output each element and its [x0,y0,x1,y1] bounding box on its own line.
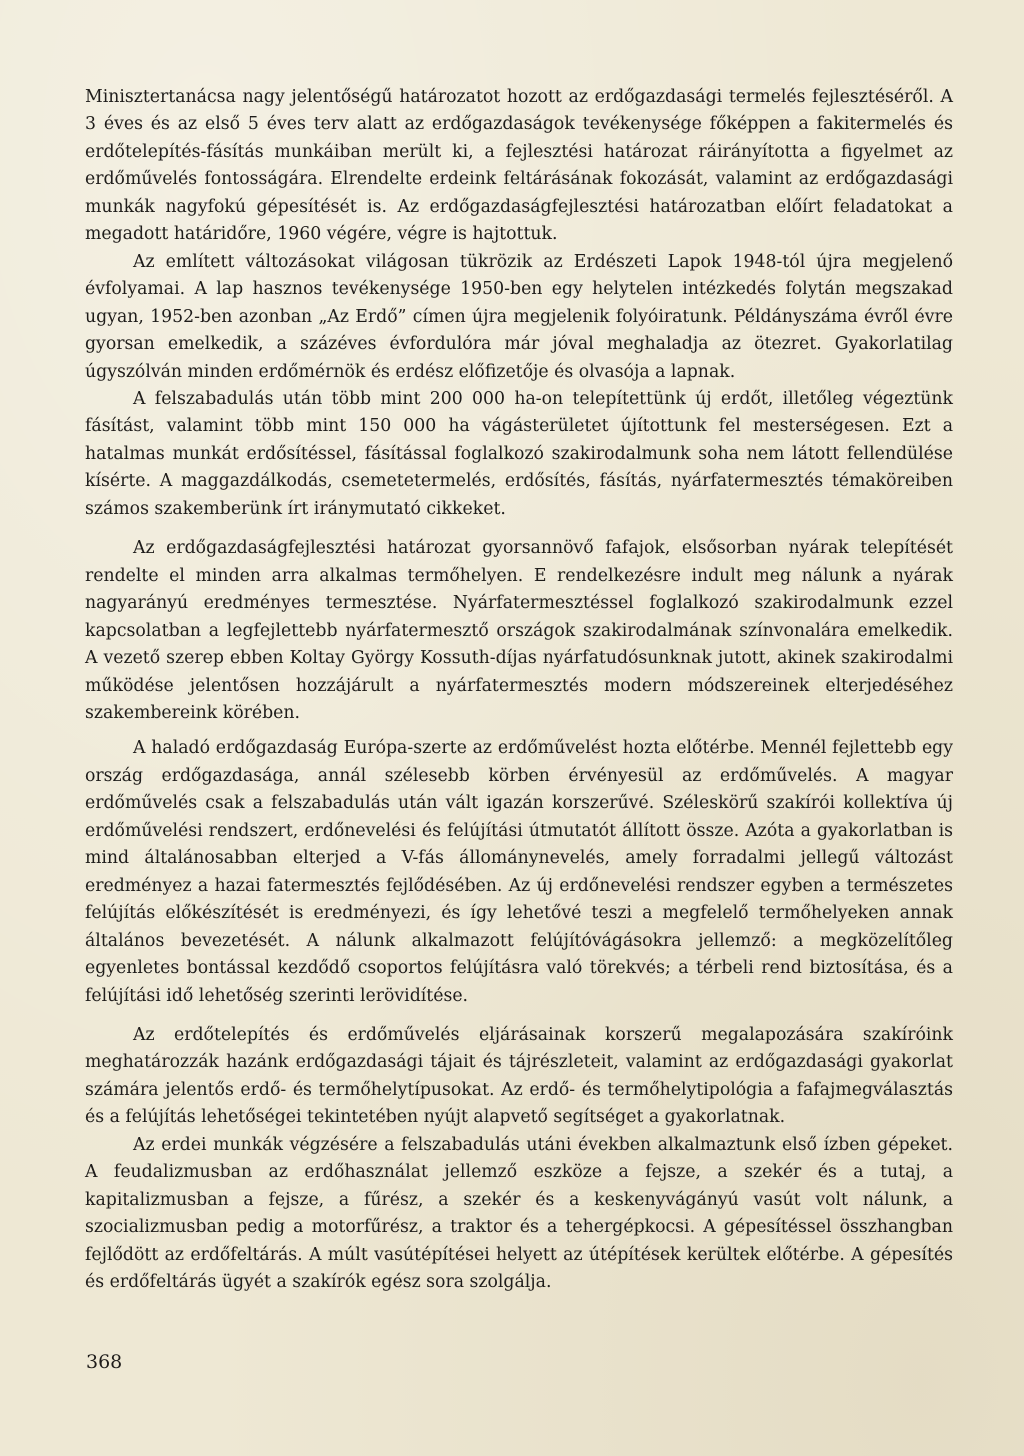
body-text [85,84,953,1296]
paragraph-erdeszeti-lapok: Az említett változásokat világosan tükrözik az Erdészeti Lapok 1948-tól újra megjelenő évfolyamai. A lap hasznos tevékenysége 1950-ben egy helytelen intézkedés folytán megszakad ugyan, 1952-ben azonban „Az Erdő” címen újra megjelenik folyóiratunk. Példányszáma évről évre gyorsan emelkedik, a százéves évfordulóra már jóval meghaladja az ötezret. Gyakorlatilag úgyszólván minden erdőmérnök és erdész előfizetője és olvasója a lapnak. [85,251,953,382]
paragraph-erdosites: A felszabadulás után több mint 200 000 ha-on telepítettünk új erdőt, illetőleg végeztünk fásítást, valamint több mint 150 000 ha vágásterületet újítottunk fel mesterségesen. Ezt a hatalmas munkát erdősítéssel, fásítással foglalkozó szakirodalmunk soha nem látott fellendülése kísérte. A maggazdálkodás, csemetetermelés, erdősítés, fásítás, nyárfatermesztés témaköreiben számos szakemberünk írt iránymutató cikkeket. [85,388,953,519]
page-number: 368 [86,1351,123,1373]
paragraph-gepesites: Az erdei munkák végzésére a felszabadulás utáni években alkalmaztunk első ízben gépeket. A feudalizmusban az erdőhasználat jellemző eszköze a fejsze, a szekér és a tutaj, a kapitalizmusban a fejsze, a fűrész, a szekér és a keskenyvágányú vasút volt nálunk, a szocializmusban pedig a motorfűrész, a traktor és a tehergépkocsi. A gépesítéssel összhangban fejlődött az erdőfeltárás. A múlt vasútépítései helyett az útépítések kerültek előtérbe. A gépesítés és erdőfeltárás ügyét a szakírók egész sora szolgálja. [85,1134,953,1293]
paragraph-nyarfatermesztes: Az erdőgazdaságfejlesztési határozat gyorsannövő fafajok, elsősorban nyárak telepítését rendelte el minden arra alkalmas termőhelyen. E rendelkezésre indult meg nálunk a nyárak nagyarányú eredményes termesztése. Nyárfatermesztéssel foglalkozó szakirodalmunk ezzel kapcsolatban a legfejlettebb nyárfatermesztő országok szakirodalmának színvonalára emelkedik. A vezető szerep ebben Koltay György Kossuth-díjas nyárfatudósunknak jutott, akinek szakirodalmi működése jelentősen hozzájárult a nyárfatermesztés modern módszereinek elterjedéséhez szakembereink körében. [85,538,953,723]
paragraph-tipologia: Az erdőtelepítés és erdőművelés eljárásainak korszerű megalapozására szakíróink meghatározzák hazánk erdőgazdasági tájait és tájrészleteit, valamint az erdőgazdasági gyakorlat számára jelentős erdő- és termőhelytípusokat. Az erdő- és termőhelytipológia a fafajmegválasztás és a felújítás lehetőségei tekintetében nyújt alapvető segítséget a gyakorlatnak. [85,1024,953,1128]
paragraph-gazdasagfejlesztes: Minisztertanácsa nagy jelentőségű határozatot hozott az erdőgazdasági termelés fejlesztéséről. A 3 éves és az első 5 éves terv alatt az erdőgazdaságok tevékenysége főképpen a fakitermelés és erdőtelepítés-fásítás munkáiban merült ki, a fejlesztési határozat ráirányította a figyelmet az erdőművelés fontosságára. Elrendelte erdeink feltárásának fokozását, valamint az erdőgazdasági munkák nagyfokú gépesítését is. Az erdőgazdaságfejlesztési határozatban előírt feladatokat a megadott határidőre, 1960 végére, végre is hajtottuk. [85,87,953,245]
paragraph-erdomuveles: A haladó erdőgazdaság Európa-szerte az erdőművelést hozta előtérbe. Mennél fejlettebb egy ország erdőgazdasága, annál szélesebb körben érvényesül az erdőművelés. A magyar erdőművelés csak a felszabadulás után vált igazán korszerűvé. Széleskörű szakírói kollektíva új erdőművelési rendszert, erdőnevelési és felújítási útmutatót állított össze. Azóta a gyakorlatban is mind általánosabban elterjed a V-fás állománynevelés, amely forradalmi jellegű változást eredményez a hazai fatermesztés fejlődésében. Az új erdőnevelési rendszer egyben a természetes felújítás előkészítését is eredményezi, és így lehetővé teszi a megfelelő termőhelyeken annak általános bevezetését. A nálunk alkalmazott felújítóvágásokra jellemző: a megközelítőleg egyenletes bontással kezdődő csoportos felújításra való törekvés; a térbeli rend biztosítása, és a felújítási idő lehetőség szerinti lerövidítése. [85,738,953,1006]
